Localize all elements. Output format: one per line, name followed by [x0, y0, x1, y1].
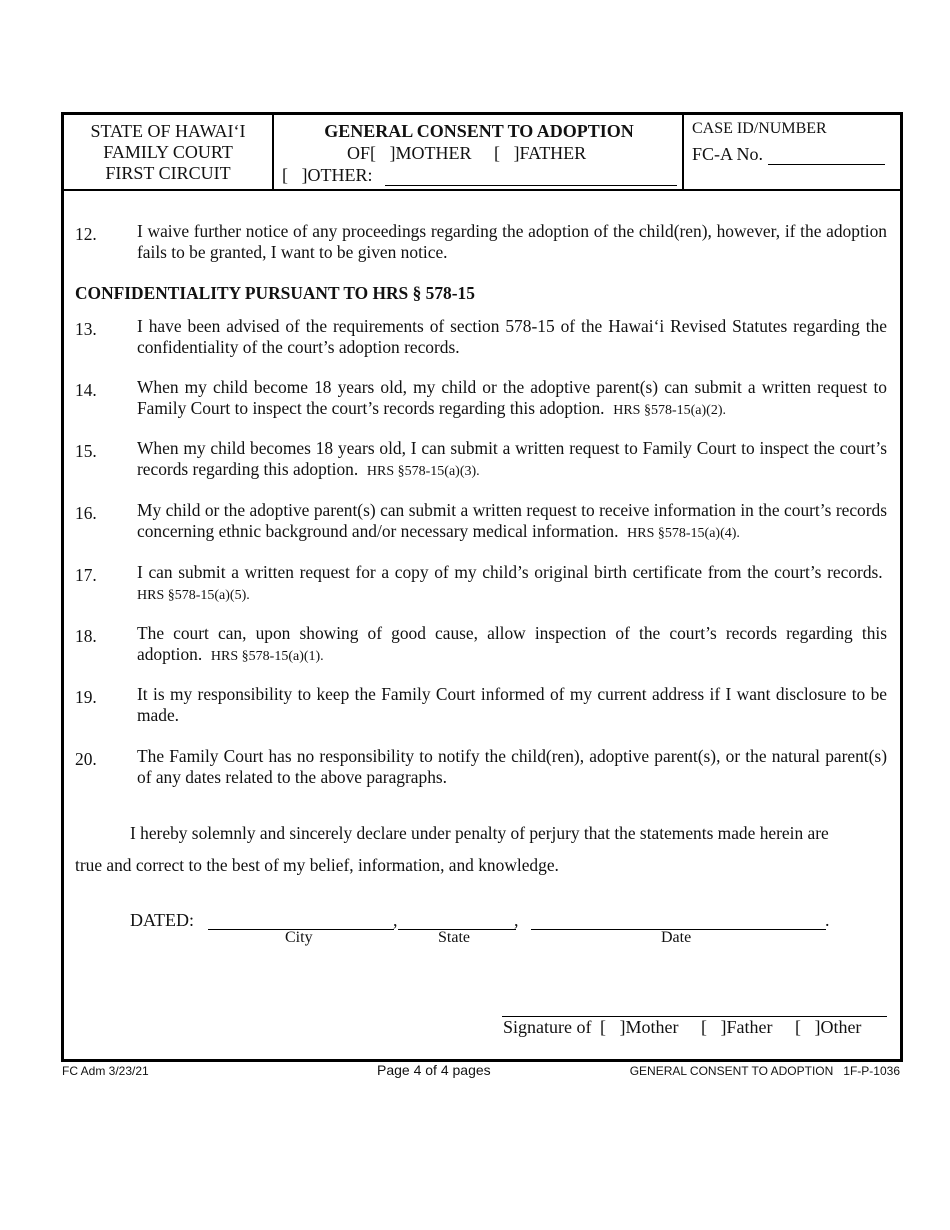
case-id-label: CASE ID/NUMBER [692, 120, 827, 137]
paragraph-number: 17. [75, 565, 97, 585]
signature-caption [503, 1017, 861, 1038]
statute-citation: HRS §578-15(a)(1). [210, 649, 324, 664]
signature-father-checkbox[interactable]: [ ]Father [700, 1017, 773, 1037]
form-title-cell [274, 115, 684, 189]
statute-citation: HRS §578-15(a)(5). [137, 588, 250, 603]
statute-citation: HRS §578-15(a)(2). [613, 403, 726, 418]
paragraph-number: 18. [75, 626, 97, 646]
court-circuit: FIRST CIRCUIT [105, 163, 231, 183]
city-comma: , [393, 910, 398, 930]
page-number: Page 4 of 4 pages [377, 1062, 491, 1078]
declaration-line-1: I hereby solemnly and sincerely declare under penalty of perjury that the statements made herein are [130, 823, 829, 843]
paragraph-12 [75, 221, 887, 263]
fca-label: FC-A No. [692, 144, 764, 164]
paragraph-text: The court can, upon showing of good cause, allow inspection of the court’s records regarding this adoption. [137, 623, 887, 664]
signature-mother-checkbox[interactable]: [ ]Mother [599, 1017, 679, 1037]
court-name: FAMILY COURT [103, 142, 233, 162]
city-label: City [285, 929, 313, 946]
other-checkbox-line [282, 165, 677, 186]
form-code: GENERAL CONSENT TO ADOPTION 1F-P-1036 [629, 1064, 900, 1078]
paragraph-number: 20. [75, 749, 97, 769]
paragraph-text: I have been advised of the requirements of section 578-15 of the Hawai‘i Revised Statutes regarding the confidentiality of the court’s adoption records. [137, 316, 887, 357]
paragraph-text: It is my responsibility to keep the Family Court informed of my current address if I want disclosure to be made. [137, 684, 887, 725]
other-field[interactable] [385, 185, 677, 186]
court-state: STATE OF HAWAI‘I [90, 121, 246, 141]
paragraph-16 [75, 500, 887, 544]
fca-line [692, 144, 885, 165]
fca-number-field[interactable] [768, 164, 885, 165]
paragraph-number: 14. [75, 380, 97, 400]
paragraph-number: 16. [75, 503, 97, 523]
mother-checkbox[interactable]: [ ]MOTHER [370, 143, 472, 163]
statute-citation: HRS §578-15(a)(4). [627, 526, 740, 541]
signature-prefix: Signature of [503, 1017, 592, 1037]
paragraph-17 [75, 562, 887, 606]
paragraph-number: 15. [75, 441, 97, 461]
paragraph-15 [75, 438, 887, 482]
paragraph-number: 19. [75, 687, 97, 707]
paragraph-number: 13. [75, 319, 97, 339]
paragraph-number: 12. [75, 224, 97, 244]
father-checkbox[interactable]: [ ]FATHER [494, 143, 587, 163]
paragraph-13 [75, 316, 887, 358]
dated-label: DATED: [130, 910, 194, 930]
declaration-line-2: true and correct to the best of my belief, information, and knowledge. [75, 855, 559, 875]
date-period: . [825, 910, 830, 930]
paragraph-text: When my child becomes 18 years old, I can submit a written request to Family Court to inspect the court’s records regarding this adoption. [137, 438, 887, 479]
paragraph-18 [75, 623, 887, 667]
paragraph-text: My child or the adoptive parent(s) can submit a written request to receive information in the court’s records concerning ethnic background and/or necessary medical information. [137, 500, 887, 541]
state-label: State [438, 929, 470, 946]
form-title: GENERAL CONSENT TO ADOPTION [324, 121, 634, 141]
other-checkbox[interactable]: [ ]OTHER: [282, 165, 373, 185]
paragraph-19 [75, 684, 887, 726]
paragraph-text: I can submit a written request for a copy of my child’s original birth certificate from the court’s records. [137, 562, 883, 582]
court-info-cell [64, 115, 274, 189]
paragraph-text: When my child become 18 years old, my child or the adoptive parent(s) can submit a written request to Family Court to inspect the court’s records regarding this adoption. [137, 377, 887, 418]
paragraph-20 [75, 746, 887, 788]
case-number-cell [684, 115, 900, 189]
form-revision-date: FC Adm 3/23/21 [62, 1064, 149, 1078]
of-checkbox-line [347, 143, 586, 164]
paragraph-14 [75, 377, 887, 421]
date-label: Date [661, 929, 692, 946]
state-comma: , [514, 910, 519, 930]
signature-other-checkbox[interactable]: [ ]Other [794, 1017, 862, 1037]
paragraph-text: The Family Court has no responsibility to notify the child(ren), adoptive parent(s), or the natural parent(s) of any dates related to the above paragraphs. [137, 746, 887, 787]
paragraph-text: I waive further notice of any proceedings regarding the adoption of the child(ren), however, if the adoption fails to be granted, I want to be given notice. [137, 221, 887, 262]
of-prefix: OF [347, 143, 371, 163]
form-header [64, 115, 900, 191]
statute-citation: HRS §578-15(a)(3). [366, 464, 480, 479]
confidentiality-heading: CONFIDENTIALITY PURSUANT TO HRS § 578-15 [75, 283, 475, 303]
